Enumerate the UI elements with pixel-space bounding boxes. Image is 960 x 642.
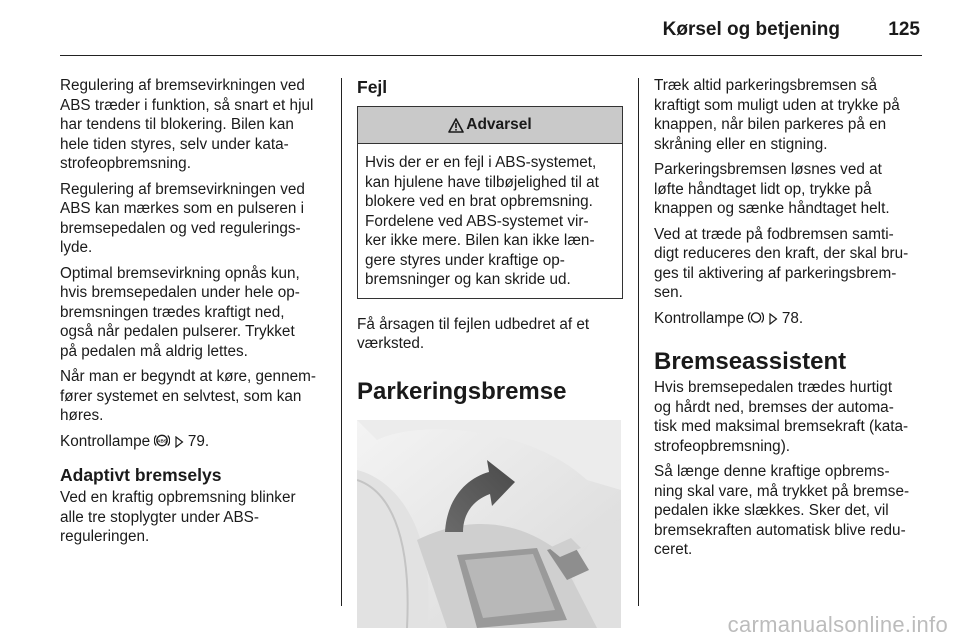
text-line: strofeopbremsning). [654,437,791,455]
text-line: Ved en kraftig opbremsning blinker [60,489,296,506]
text-line: ges til aktivering af parkeringsbrem- [654,264,897,282]
heading-fault: Fejl [357,77,388,97]
text-line: Parkeringsbremsen løsnes ved at [654,161,882,178]
paragraph-optimal-braking [60,264,328,362]
text-line: Så længe denne kraftige opbrems- [654,463,890,480]
heading-parking-brake: Parkeringsbremse [357,377,567,405]
page-reference-icon [175,436,184,448]
text-line: strofeopbremsning. [60,155,191,172]
text-line: Træk altid parkeringsbremsen så [654,77,878,94]
text-line: ABS træder i funktion, så snart et hjul [60,96,314,114]
text-line: bremsekraften automatisk blive redu- [654,521,906,539]
text-line: ning skal vare, må trykket på bremse- [654,482,910,500]
text-line: fører systemet en selvtest, som kan [60,387,302,405]
column-divider-2 [638,78,639,606]
abs-warning-icon [154,433,170,448]
text-line: på pedalen må aldrig lettes. [60,342,248,360]
text-line: blokere ved en brat opbremsning. [365,193,593,210]
text-line: Få årsagen til fejlen udbedret af et [357,315,590,333]
column-1 [60,76,328,553]
paragraph-foot-brake [654,225,924,303]
heading-adaptive-brake-lights: Adaptivt bremselys [60,465,222,485]
paragraph-release-brake [654,160,924,219]
text-line: kraftigt som muligt uden at trykke på [654,96,900,114]
text-line: tisk med maksimal bremsekraft (kata- [654,418,909,435]
text-line: knappen, når bilen parkeres på en [654,116,887,133]
text-line: hele tiden styres, selv under kata- [60,135,289,153]
warning-box [357,106,623,299]
text-line: lyde. [60,239,93,256]
text-line: og hårdt ned, bremses der automa- [654,398,894,416]
page-header [0,12,960,52]
text-line: Optimal bremsevirkning opnås kun, [60,264,300,282]
column-3 [654,76,924,566]
text-line: Hvis bremsepedalen trædes hurtigt [654,379,893,396]
text-line: gere styres under kraftige op- [365,251,565,269]
control-lamp-label: Kontrollampe [60,432,151,450]
text-line: værksted. [357,335,425,352]
text-line: kan hjulene have tilbøjelighed til at [365,173,599,191]
column-divider-1 [341,78,342,606]
text-line: knappen og sænke håndtaget helt. [654,200,890,217]
page-reference: 79. [187,432,210,450]
text-line: bremsepedalen og ved regulerings- [60,219,301,237]
text-line: har tendens til blokering. Bilen kan [60,116,294,133]
text-line: ker ikke mere. Bilen kan ikke læn- [365,232,595,249]
warning-triangle-icon [448,118,464,133]
paragraph-abs-pulse [60,180,328,258]
text-line: sen. [654,284,683,301]
paragraph-workshop [357,315,625,354]
text-line: skråning eller en stigning. [654,135,828,153]
column-2 [357,76,625,633]
text-line: reguleringen. [60,528,150,545]
text-line: bremsningen trædes kraftigt ned, [60,303,285,321]
brake-system-icon [748,310,764,325]
paragraph-control-lamp-abs [60,432,328,452]
warning-title: Advarsel [466,116,532,134]
text-line: høres. [60,407,104,424]
heading-brake-assist: Bremseassistent [654,348,847,375]
paragraph-control-lamp-brake [654,309,924,329]
text-line: løfte håndtaget lidt op, trykke på [654,180,872,198]
text-line: alle tre stoplygter under ABS- [60,508,259,526]
text-line: Regulering af bremsevirkningen ved [60,77,305,94]
paragraph-brake-assist-hold [654,462,924,560]
parking-brake-illustration [357,420,621,628]
text-line: Når man er begyndt at køre, gennem- [60,368,316,385]
paragraph-abs-regulation [60,76,328,174]
paragraph-self-test [60,367,328,426]
text-line: hvis bremsepedalen under hele op- [60,284,300,301]
page-reference-icon [769,313,778,325]
text-line: ceret. [654,541,693,558]
text-line: Fordelene ved ABS-systemet vir- [365,212,589,230]
control-lamp-label: Kontrollampe [654,309,745,327]
text-line: Regulering af bremsevirkningen ved [60,180,305,198]
text-line: ABS kan mærkes som en pulseren i [60,200,305,217]
section-title: Kørsel og betjening [662,19,840,40]
paragraph-pull-brake [654,76,924,154]
text-line: bremsninger og kan skride ud. [365,271,571,288]
watermark: carmanualsonline.info [727,612,948,637]
warning-header [358,107,622,144]
paragraph-brake-assist [654,378,924,456]
text-line: Ved at træde på fodbremsen samti- [654,225,894,243]
paragraph-adaptive-brake-lights [60,488,328,547]
warning-body [358,144,622,298]
text-line: også når pedalen pulserer. Trykket [60,323,295,340]
text-line: pedalen ikke slækkes. Sker det, vil [654,502,889,519]
page-reference: 78. [781,309,804,327]
svg-text:ABS: ABS [157,437,168,443]
text-line: Hvis der er en fejl i ABS-systemet, [365,154,597,171]
text-line: digt reduceres den kraft, der skal bru- [654,245,909,262]
header-divider [60,55,922,56]
page-number: 125 [888,19,920,40]
